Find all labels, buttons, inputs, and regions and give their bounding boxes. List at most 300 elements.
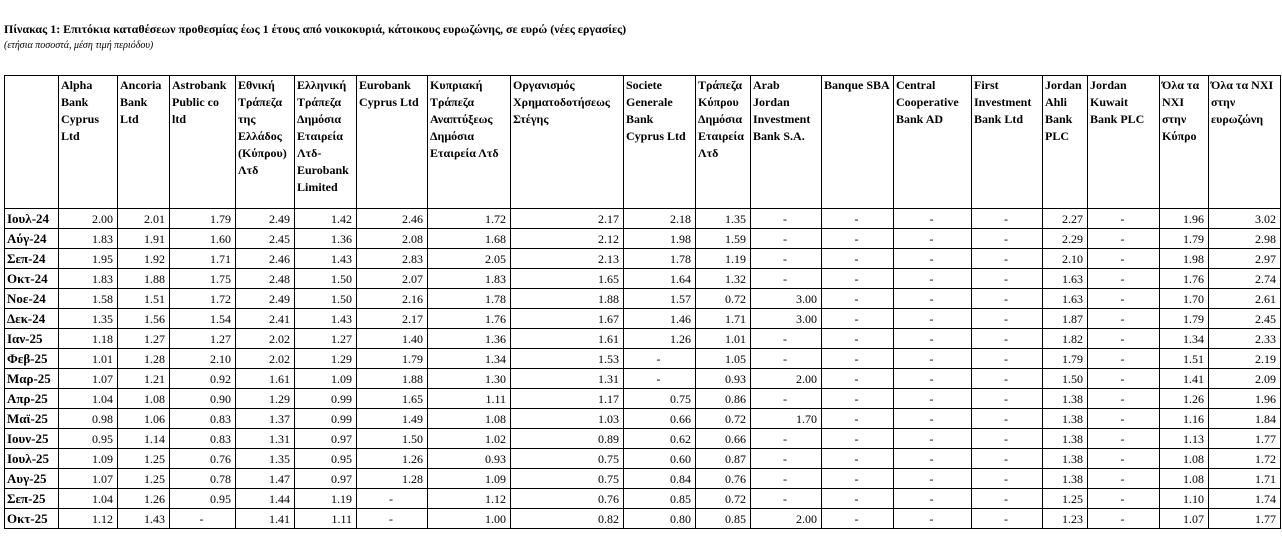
table-cell: 2.17 — [511, 209, 624, 229]
table-cell: 1.79 — [170, 209, 236, 229]
table-row — [5, 209, 1281, 229]
table-cell: 0.87 — [696, 449, 751, 469]
table-cell: - — [894, 209, 972, 229]
table-cell: - — [1088, 429, 1160, 449]
table-cell: - — [972, 469, 1043, 489]
table-row — [5, 509, 1281, 529]
table-cell: 2.05 — [428, 249, 511, 269]
table-cell: 1.41 — [236, 509, 295, 529]
table-cell: 0.72 — [696, 489, 751, 509]
table-cell: 1.08 — [428, 409, 511, 429]
table-cell: - — [972, 209, 1043, 229]
table-row — [5, 489, 1281, 509]
table-cell: 2.41 — [236, 309, 295, 329]
table-cell: 1.78 — [624, 249, 696, 269]
table-cell: 1.35 — [236, 449, 295, 469]
table-cell: 1.36 — [428, 329, 511, 349]
table-cell: - — [1088, 249, 1160, 269]
table-cell: 1.19 — [295, 489, 357, 509]
table-cell: - — [972, 249, 1043, 269]
table-cell: 2.49 — [236, 289, 295, 309]
table-cell: 1.41 — [1160, 369, 1209, 389]
table-row — [5, 389, 1281, 409]
table-cell: 1.25 — [1043, 489, 1088, 509]
table-cell: 1.46 — [624, 309, 696, 329]
table-cell: 1.09 — [428, 469, 511, 489]
table-cell: 1.34 — [428, 349, 511, 369]
table-row — [5, 329, 1281, 349]
table-cell: - — [751, 249, 822, 269]
table-cell: 1.14 — [118, 429, 170, 449]
table-cell: 1.37 — [236, 409, 295, 429]
table-cell: 1.27 — [295, 329, 357, 349]
table-cell: - — [822, 509, 894, 529]
table-cell: 2.61 — [1209, 289, 1281, 309]
table-cell: 1.04 — [59, 389, 118, 409]
table-cell: 0.86 — [696, 389, 751, 409]
table-cell: - — [972, 489, 1043, 509]
table-cell: 2.45 — [236, 229, 295, 249]
table-cell: 0.95 — [59, 429, 118, 449]
table-cell: 2.07 — [357, 269, 428, 289]
table-cell: 1.05 — [696, 349, 751, 369]
col-header: Banque SBA — [822, 76, 894, 209]
table-cell: 2.98 — [1209, 229, 1281, 249]
table-cell: 1.18 — [59, 329, 118, 349]
table-cell: 1.49 — [357, 409, 428, 429]
table-cell: - — [170, 509, 236, 529]
table-cell: - — [822, 409, 894, 429]
row-label: Ιουν-25 — [5, 429, 59, 449]
table-cell: - — [894, 289, 972, 309]
table-cell: 1.43 — [295, 249, 357, 269]
table-cell: 1.74 — [1209, 489, 1281, 509]
table-cell: - — [972, 329, 1043, 349]
table-cell: 1.11 — [428, 389, 511, 409]
table-cell: - — [894, 369, 972, 389]
table-cell: 1.92 — [118, 249, 170, 269]
table-cell: 1.88 — [357, 369, 428, 389]
table-cell: 0.95 — [295, 449, 357, 469]
table-cell: - — [822, 229, 894, 249]
table-cell: 0.83 — [170, 409, 236, 429]
table-row — [5, 289, 1281, 309]
table-cell: - — [751, 469, 822, 489]
table-cell: 1.42 — [295, 209, 357, 229]
table-cell: 1.29 — [295, 349, 357, 369]
table-cell: 1.95 — [59, 249, 118, 269]
table-cell: 0.97 — [295, 429, 357, 449]
col-header: Alpha Bank Cyprus Ltd — [59, 76, 118, 209]
table-cell: 1.91 — [118, 229, 170, 249]
table-cell: 1.13 — [1160, 429, 1209, 449]
table-cell: 1.51 — [118, 289, 170, 309]
table-cell: 1.08 — [118, 389, 170, 409]
table-cell: 2.97 — [1209, 249, 1281, 269]
row-label: Οκτ-25 — [5, 509, 59, 529]
row-label: Οκτ-24 — [5, 269, 59, 289]
col-header: Ancoria Bank Ltd — [118, 76, 170, 209]
table-cell: 1.08 — [1160, 449, 1209, 469]
table-cell: - — [822, 269, 894, 289]
table-cell: - — [751, 209, 822, 229]
table-cell: 1.40 — [357, 329, 428, 349]
table-cell: 2.83 — [357, 249, 428, 269]
table-cell: 1.71 — [696, 309, 751, 329]
table-cell: - — [972, 309, 1043, 329]
table-cell: 1.26 — [1160, 389, 1209, 409]
row-label: Ιουλ-24 — [5, 209, 59, 229]
table-cell: - — [751, 349, 822, 369]
table-cell: 2.12 — [511, 229, 624, 249]
table-cell: 2.00 — [59, 209, 118, 229]
table-cell: 1.27 — [170, 329, 236, 349]
table-cell: - — [1088, 489, 1160, 509]
table-cell: 0.98 — [59, 409, 118, 429]
table-cell: 0.80 — [624, 509, 696, 529]
table-cell: 1.77 — [1209, 429, 1281, 449]
table-cell: - — [894, 489, 972, 509]
table-cell: 1.04 — [59, 489, 118, 509]
row-label: Δεκ-24 — [5, 309, 59, 329]
table-cell: 1.01 — [59, 349, 118, 369]
table-cell: 1.61 — [511, 329, 624, 349]
table-cell: 1.70 — [751, 409, 822, 429]
table-cell: 0.82 — [511, 509, 624, 529]
table-cell: - — [357, 489, 428, 509]
table-cell: 1.17 — [511, 389, 624, 409]
table-cell: - — [972, 429, 1043, 449]
table-row — [5, 409, 1281, 429]
table-row — [5, 429, 1281, 449]
table-cell: - — [357, 509, 428, 529]
table-row — [5, 269, 1281, 289]
table-cell: 1.36 — [295, 229, 357, 249]
row-label: Ιαν-25 — [5, 329, 59, 349]
table-cell: 1.63 — [1043, 289, 1088, 309]
table-cell: - — [751, 229, 822, 249]
table-cell: - — [624, 349, 696, 369]
row-label: Απρ-25 — [5, 389, 59, 409]
table-cell: 2.29 — [1043, 229, 1088, 249]
table-row — [5, 469, 1281, 489]
table-cell: 1.26 — [624, 329, 696, 349]
table-cell: 1.07 — [59, 469, 118, 489]
table-cell: 1.50 — [357, 429, 428, 449]
table-cell: 1.79 — [1043, 349, 1088, 369]
table-cell: - — [894, 409, 972, 429]
col-header: Όλα τα ΝΧΙ στην ευρωζώνη — [1209, 76, 1281, 209]
table-cell: 1.72 — [170, 289, 236, 309]
table-cell: - — [822, 289, 894, 309]
col-header: Jordan Kuwait Bank PLC — [1088, 76, 1160, 209]
table-cell: 1.30 — [428, 369, 511, 389]
table-cell: 1.32 — [696, 269, 751, 289]
table-cell: 1.29 — [236, 389, 295, 409]
table-cell: 1.61 — [236, 369, 295, 389]
table-cell: 1.28 — [357, 469, 428, 489]
table-cell: 1.83 — [59, 229, 118, 249]
table-cell: - — [972, 389, 1043, 409]
table-cell: 1.16 — [1160, 409, 1209, 429]
table-cell: 1.08 — [1160, 469, 1209, 489]
table-cell: 1.84 — [1209, 409, 1281, 429]
table-cell: - — [894, 329, 972, 349]
table-cell: 1.35 — [696, 209, 751, 229]
table-cell: 2.08 — [357, 229, 428, 249]
table-cell: - — [624, 369, 696, 389]
table-cell: 1.71 — [1209, 469, 1281, 489]
table-cell: 0.85 — [624, 489, 696, 509]
table-cell: 1.07 — [59, 369, 118, 389]
row-label: Αυγ-25 — [5, 469, 59, 489]
table-cell: 0.93 — [428, 449, 511, 469]
table-cell: - — [972, 289, 1043, 309]
table-cell: 1.50 — [295, 289, 357, 309]
table-cell: 0.83 — [170, 429, 236, 449]
table-cell: 1.54 — [170, 309, 236, 329]
table-cell: - — [751, 489, 822, 509]
table-cell: 1.43 — [118, 509, 170, 529]
table-cell: 0.93 — [696, 369, 751, 389]
table-cell: - — [751, 269, 822, 289]
table-cell: 2.16 — [357, 289, 428, 309]
table-cell: 1.11 — [295, 509, 357, 529]
col-header: Οργανισμός Χρηματοδοτήσεως Στέγης — [511, 76, 624, 209]
table-row — [5, 449, 1281, 469]
table-cell: 0.85 — [696, 509, 751, 529]
table-cell: 0.76 — [696, 469, 751, 489]
table-cell: 1.12 — [428, 489, 511, 509]
table-cell: 2.48 — [236, 269, 295, 289]
table-cell: - — [894, 429, 972, 449]
table-cell: - — [1088, 209, 1160, 229]
table-cell: 1.27 — [118, 329, 170, 349]
table-cell: 1.53 — [511, 349, 624, 369]
table-cell: 0.66 — [624, 409, 696, 429]
table-cell: - — [972, 349, 1043, 369]
table-cell: - — [751, 389, 822, 409]
table-cell: 1.64 — [624, 269, 696, 289]
table-cell: - — [1088, 449, 1160, 469]
table-cell: 1.79 — [357, 349, 428, 369]
table-cell: 0.62 — [624, 429, 696, 449]
table-cell: 2.17 — [357, 309, 428, 329]
table-cell: 1.67 — [511, 309, 624, 329]
row-label: Σεπ-25 — [5, 489, 59, 509]
table-cell: - — [1088, 389, 1160, 409]
table-cell: 2.45 — [1209, 309, 1281, 329]
table-cell: 1.01 — [696, 329, 751, 349]
table-cell: 1.98 — [624, 229, 696, 249]
col-header: Κυπριακή Τράπεζα Αναπτύξεως Δημόσια Εταιρεία Λτδ — [428, 76, 511, 209]
table-cell: 1.28 — [118, 349, 170, 369]
table-cell: - — [822, 369, 894, 389]
table-cell: 1.21 — [118, 369, 170, 389]
table-cell: - — [894, 349, 972, 369]
table-cell: - — [822, 489, 894, 509]
table-cell: 0.84 — [624, 469, 696, 489]
table-cell: 2.00 — [751, 369, 822, 389]
table-cell: - — [972, 369, 1043, 389]
table-cell: - — [822, 389, 894, 409]
row-label: Μαρ-25 — [5, 369, 59, 389]
table-cell: 2.19 — [1209, 349, 1281, 369]
table-cell: 0.72 — [696, 409, 751, 429]
table-cell: - — [1088, 369, 1160, 389]
table-cell: 0.90 — [170, 389, 236, 409]
row-label: Μαϊ-25 — [5, 409, 59, 429]
table-cell: 3.00 — [751, 309, 822, 329]
row-label: Νοε-24 — [5, 289, 59, 309]
table-cell: 1.83 — [59, 269, 118, 289]
table-cell: 1.58 — [59, 289, 118, 309]
table-cell: - — [894, 469, 972, 489]
table-cell: 2.27 — [1043, 209, 1088, 229]
col-header: Όλα τα ΝΧΙ στην Κύπρο — [1160, 76, 1209, 209]
table-cell: 1.09 — [59, 449, 118, 469]
table-cell: 1.12 — [59, 509, 118, 529]
table-cell: 1.34 — [1160, 329, 1209, 349]
table-cell: 1.88 — [511, 289, 624, 309]
col-header: Societe Generale Bank Cyprus Ltd — [624, 76, 696, 209]
table-cell: 0.75 — [511, 449, 624, 469]
table-cell: 1.38 — [1043, 449, 1088, 469]
table-cell: 1.35 — [59, 309, 118, 329]
table-body — [5, 209, 1281, 529]
row-label: Ιουλ-25 — [5, 449, 59, 469]
table-cell: 2.10 — [170, 349, 236, 369]
table-cell: 2.46 — [236, 249, 295, 269]
table-cell: 3.02 — [1209, 209, 1281, 229]
table-cell: - — [822, 209, 894, 229]
col-header: First Investment Bank Ltd — [972, 76, 1043, 209]
table-cell: - — [894, 509, 972, 529]
table-cell: - — [1088, 409, 1160, 429]
table-cell: - — [894, 309, 972, 329]
table-cell: - — [751, 449, 822, 469]
table-cell: 0.97 — [295, 469, 357, 489]
table-cell: 0.75 — [624, 389, 696, 409]
table-cell: 1.06 — [118, 409, 170, 429]
table-cell: 0.92 — [170, 369, 236, 389]
table-cell: - — [972, 229, 1043, 249]
table-cell: 1.71 — [170, 249, 236, 269]
table-cell: 1.63 — [1043, 269, 1088, 289]
table-cell: 1.77 — [1209, 509, 1281, 529]
table-cell: 1.88 — [118, 269, 170, 289]
table-title: Πίνακας 1: Επιτόκια καταθέσεων προθεσμίας έως 1 έτους από νοικοκυριά, κάτοικους ευρωζώνης, σε ευρώ (νέες εργασίες) — [4, 22, 627, 36]
table-cell: 1.65 — [511, 269, 624, 289]
row-label: Φεβ-25 — [5, 349, 59, 369]
table-cell: - — [1088, 289, 1160, 309]
table-cell: 1.57 — [624, 289, 696, 309]
col-header: Astrobank Public co ltd — [170, 76, 236, 209]
table-cell: - — [822, 449, 894, 469]
row-label: Αύγ-24 — [5, 229, 59, 249]
table-cell: - — [1088, 309, 1160, 329]
table-cell: 1.03 — [511, 409, 624, 429]
table-cell: 1.07 — [1160, 509, 1209, 529]
row-label: Σεπ-24 — [5, 249, 59, 269]
table-cell: 1.31 — [511, 369, 624, 389]
table-cell: - — [1088, 329, 1160, 349]
table-cell: 0.72 — [696, 289, 751, 309]
table-cell: 2.49 — [236, 209, 295, 229]
table-row — [5, 309, 1281, 329]
table-cell: 1.65 — [357, 389, 428, 409]
table-cell: 1.10 — [1160, 489, 1209, 509]
table-cell: 0.99 — [295, 409, 357, 429]
table-cell: 0.76 — [170, 449, 236, 469]
table-cell: 0.75 — [511, 469, 624, 489]
table-cell: 0.76 — [511, 489, 624, 509]
table-cell: 1.68 — [428, 229, 511, 249]
table-cell: - — [822, 309, 894, 329]
table-row — [5, 229, 1281, 249]
table-cell: 2.18 — [624, 209, 696, 229]
table-cell: 1.70 — [1160, 289, 1209, 309]
table-cell: 2.02 — [236, 329, 295, 349]
header-corner — [5, 76, 59, 209]
table-row — [5, 349, 1281, 369]
table-cell: 1.38 — [1043, 429, 1088, 449]
table-cell: 1.76 — [1160, 269, 1209, 289]
table-cell: 1.25 — [118, 449, 170, 469]
table-cell: - — [822, 469, 894, 489]
table-cell: 1.31 — [236, 429, 295, 449]
table-subtitle: (ετήσια ποσοστά, μέση τιμή περιόδου) — [4, 40, 154, 51]
table-cell: 1.43 — [295, 309, 357, 329]
table-cell: 1.87 — [1043, 309, 1088, 329]
table-cell: 1.72 — [428, 209, 511, 229]
table-cell: 2.74 — [1209, 269, 1281, 289]
table-cell: 1.96 — [1209, 389, 1281, 409]
table-cell: - — [822, 329, 894, 349]
table-cell: 1.38 — [1043, 469, 1088, 489]
table-cell: 0.78 — [170, 469, 236, 489]
table-cell: 3.00 — [751, 289, 822, 309]
table-cell: 2.46 — [357, 209, 428, 229]
table-cell: 2.01 — [118, 209, 170, 229]
table-cell: 1.76 — [428, 309, 511, 329]
table-cell: 1.26 — [118, 489, 170, 509]
table-cell: - — [1088, 469, 1160, 489]
table-row — [5, 249, 1281, 269]
table-cell: 1.23 — [1043, 509, 1088, 529]
table-cell: - — [972, 449, 1043, 469]
col-header: Jordan Ahli Bank PLC — [1043, 76, 1088, 209]
table-cell: - — [1088, 349, 1160, 369]
table-cell: 1.38 — [1043, 389, 1088, 409]
table-cell: - — [894, 249, 972, 269]
table-cell: 1.78 — [428, 289, 511, 309]
table-cell: 1.82 — [1043, 329, 1088, 349]
col-header: Τράπεζα Κύπρου Δημόσια Εταιρεία Λτδ — [696, 76, 751, 209]
table-cell: 1.79 — [1160, 229, 1209, 249]
table-cell: 0.66 — [696, 429, 751, 449]
table-cell: 2.33 — [1209, 329, 1281, 349]
table-cell: 1.96 — [1160, 209, 1209, 229]
table-cell: 1.25 — [118, 469, 170, 489]
table-cell: - — [1088, 229, 1160, 249]
col-header: Εθνική Τράπεζα της Ελλάδος (Κύπρου) Λτδ — [236, 76, 295, 209]
table-row — [5, 369, 1281, 389]
table-cell: 1.00 — [428, 509, 511, 529]
table-cell: 1.75 — [170, 269, 236, 289]
table-cell: 0.99 — [295, 389, 357, 409]
table-cell: - — [894, 389, 972, 409]
